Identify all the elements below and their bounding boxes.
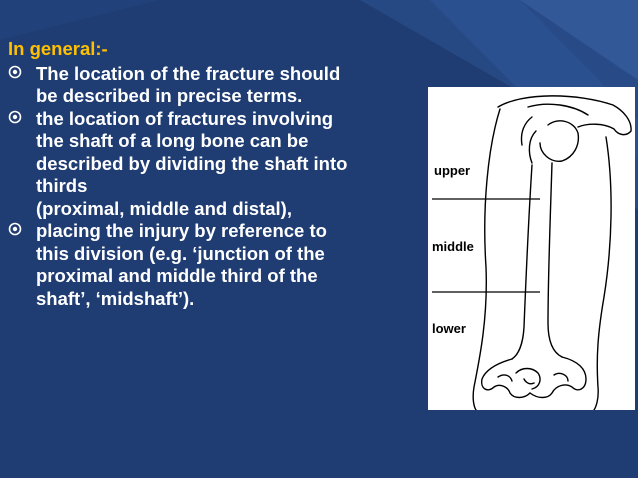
circled-dot-icon: [8, 65, 22, 79]
bullet-line: the shaft of a long bone can be: [36, 130, 309, 151]
humerus-diagram: [428, 87, 635, 410]
label-middle: middle: [432, 239, 474, 254]
slide-text: [8, 38, 428, 310]
bullet-line: be described in precise terms.: [36, 85, 303, 106]
bullet-line: placing the injury by reference to: [36, 220, 327, 241]
bullet-shaft-thirds: [8, 108, 428, 198]
label-upper: upper: [434, 163, 471, 178]
bullet-location-precise: [8, 63, 428, 108]
circled-dot-icon: [8, 110, 22, 124]
circled-dot-icon: [8, 222, 22, 236]
bullet-line: this division (e.g. ‘junction of the: [36, 242, 325, 264]
sub-line-thirds: (proximal, middle and distal),: [36, 197, 292, 219]
bullet-line: the location of fractures involving: [36, 107, 334, 129]
bullet-reference-division: [8, 220, 428, 310]
bullet-line: The location of the fracture should: [36, 62, 341, 84]
label-lower: lower: [432, 321, 466, 336]
bullet-line: shaft’, ‘midshaft’).: [36, 287, 195, 309]
bullet-line: thirds: [36, 175, 88, 196]
slide-heading: In general:-: [8, 38, 108, 59]
bullet-line: described by dividing the shaft into: [36, 152, 348, 174]
bullet-line: proximal and middle third of the: [36, 265, 318, 286]
